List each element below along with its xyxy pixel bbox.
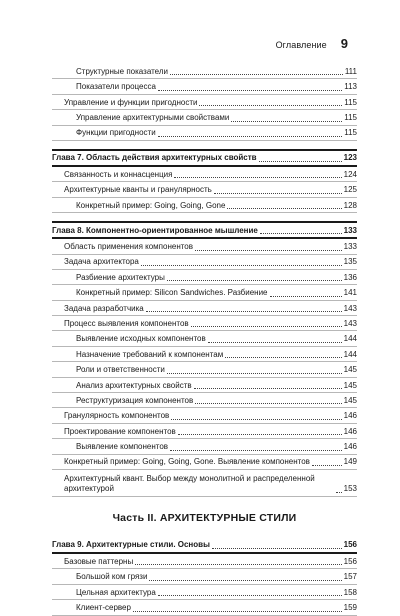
part-title: Часть II. АРХИТЕКТУРНЫЕ СТИЛИ xyxy=(112,511,297,524)
toc-entry-title: Связанность и коннасценция xyxy=(64,169,173,179)
dot-leader xyxy=(149,580,341,581)
toc-entry xyxy=(52,79,357,94)
dot-leader xyxy=(141,265,342,266)
toc-entry-page: 141 xyxy=(343,288,357,298)
toc-entry-title: Задача разработчика xyxy=(64,303,144,313)
toc-entry-title: Выявление исходных компонентов xyxy=(76,334,206,344)
dot-leader xyxy=(178,434,342,435)
toc-entry-page: 123 xyxy=(343,153,357,163)
toc-entry-title: Анализ архитектурных свойств xyxy=(76,380,192,390)
toc-entry-title: Задача архитектора xyxy=(64,257,139,267)
toc-entry-title: Конкретный пример: Going, Going, Gone xyxy=(76,200,226,210)
toc-entry-page: 158 xyxy=(343,587,357,597)
toc-chapter-entry xyxy=(52,149,357,167)
dot-leader xyxy=(194,388,342,389)
toc-entry-title: Область применения компонентов xyxy=(64,242,194,252)
toc-entry-page: 113 xyxy=(344,82,357,92)
dot-leader xyxy=(167,373,342,374)
toc-entry-title: Цельная архитектура xyxy=(76,587,156,597)
dot-leader xyxy=(170,450,342,451)
toc-chapter-entry xyxy=(52,536,357,554)
dot-leader xyxy=(195,403,341,404)
dot-leader xyxy=(336,492,342,493)
toc-entry-page: 124 xyxy=(343,169,357,179)
toc-entry xyxy=(52,424,357,439)
dot-leader xyxy=(195,250,342,251)
toc-entry xyxy=(52,126,357,141)
dot-leader xyxy=(270,296,342,297)
dot-leader xyxy=(158,90,342,91)
toc-entry xyxy=(52,393,357,408)
toc-entry-page: 159 xyxy=(343,603,357,613)
toc-entry-title: Показатели процесса xyxy=(76,82,156,92)
toc-entry-title: Назначение требований к компонентам xyxy=(76,349,224,359)
toc-entry-page: 143 xyxy=(343,318,357,328)
toc-entry-page: 145 xyxy=(343,365,357,375)
toc-entry-title: Глава 7. Область действия архитектурных свойств xyxy=(52,153,257,163)
toc-entry-title: Процесс выявления компонентов xyxy=(64,318,189,328)
dot-leader xyxy=(158,595,342,596)
toc-entry-title: Конкретный пример: Going, Going, Gone. Выявление компонентов xyxy=(64,457,310,467)
toc-entry-page: 146 xyxy=(343,426,357,436)
toc-entry-page: 145 xyxy=(343,380,357,390)
dot-leader xyxy=(259,161,342,162)
toc-entry-page: 115 xyxy=(344,113,357,123)
toc-entry xyxy=(52,408,357,423)
toc-entry-title: Разбиение архитектуры xyxy=(76,272,165,282)
dot-leader xyxy=(170,74,343,75)
toc-entry-page: 145 xyxy=(343,395,357,405)
toc-entry xyxy=(52,331,357,346)
dot-leader xyxy=(158,136,343,137)
toc-entry xyxy=(52,585,357,600)
toc-entry-page: 143 xyxy=(343,303,357,313)
toc-entry-page: 153 xyxy=(343,484,357,494)
toc-entry xyxy=(52,301,357,316)
toc-entry xyxy=(52,378,357,393)
toc-entry-title: Глава 9. Архитектурные стили. Основы xyxy=(52,540,210,550)
toc-entry-title: Роли и ответственности xyxy=(76,365,165,375)
toc-entry-title: Конкретный пример: Silicon Sandwiches. Разбиение xyxy=(76,288,268,298)
toc-entry-title: Реструктуризация компонентов xyxy=(76,395,194,405)
dot-leader xyxy=(212,548,342,549)
toc-entry-page: 156 xyxy=(343,556,357,566)
dot-leader xyxy=(312,465,342,466)
toc-entry-page: 111 xyxy=(344,66,357,76)
dot-leader xyxy=(167,280,342,281)
toc-entry-title: Клиент-сервер xyxy=(76,603,131,613)
toc-entry-title: Структурные показатели xyxy=(76,66,168,76)
toc-entry xyxy=(52,362,357,377)
toc-entry-title: Архитектурный квант. Выбор между монолитной и распределенной архитектурой xyxy=(64,473,315,494)
toc-entry-page: 144 xyxy=(343,334,357,344)
dot-leader xyxy=(191,326,342,327)
toc-entry xyxy=(52,347,357,362)
running-header xyxy=(276,36,348,51)
toc-entry xyxy=(52,569,357,584)
toc-entry xyxy=(52,255,357,270)
toc-entry-page: 115 xyxy=(344,128,357,138)
toc-entry-title: Функции пригодности xyxy=(76,128,156,138)
dot-leader xyxy=(260,233,342,234)
dot-leader xyxy=(174,177,341,178)
dot-leader xyxy=(231,121,342,122)
toc-entry-page: 136 xyxy=(343,272,357,282)
toc-entry-page: 133 xyxy=(343,242,357,252)
toc-entry-page: 125 xyxy=(343,185,357,195)
dot-leader xyxy=(133,611,342,612)
dot-leader xyxy=(214,193,342,194)
toc-list-part-2 xyxy=(52,536,357,616)
toc-list-part-1 xyxy=(52,64,357,497)
toc-entry xyxy=(52,239,357,254)
toc-entry xyxy=(52,439,357,454)
toc-chapter-entry xyxy=(52,221,357,239)
running-header-title: Оглавление xyxy=(275,40,327,50)
toc-entry-title: Базовые паттерны xyxy=(64,556,134,566)
toc-entry xyxy=(52,167,357,182)
table-of-contents xyxy=(52,64,357,616)
toc-entry xyxy=(52,316,357,331)
toc-entry-title: Большой ком грязи xyxy=(76,572,148,582)
dot-leader xyxy=(208,342,342,343)
toc-entry-page: 149 xyxy=(343,457,357,467)
toc-entry-page: 157 xyxy=(343,572,357,582)
toc-entry-page: 133 xyxy=(343,225,357,235)
dot-leader xyxy=(227,208,341,209)
toc-entry xyxy=(52,554,357,569)
toc-entry xyxy=(52,95,357,110)
toc-entry xyxy=(52,455,357,470)
toc-entry xyxy=(52,285,357,300)
page-number: 9 xyxy=(340,36,348,51)
toc-entry-title: Глава 8. Компонентно-ориентированное мышление xyxy=(52,225,258,235)
toc-entry-title: Проектирование компонентов xyxy=(64,426,176,436)
toc-entry-page: 135 xyxy=(343,257,357,267)
toc-entry-page: 144 xyxy=(343,349,357,359)
toc-entry xyxy=(52,270,357,285)
toc-entry xyxy=(52,110,357,125)
toc-entry-page: 128 xyxy=(343,200,357,210)
dot-leader xyxy=(171,419,341,420)
toc-entry-page: 115 xyxy=(344,97,357,107)
toc-entry xyxy=(52,182,357,197)
toc-entry-title: Архитектурные кванты и гранулярность xyxy=(64,185,212,195)
toc-entry xyxy=(52,600,357,615)
toc-entry-title: Управление архитектурными свойствами xyxy=(76,113,230,123)
toc-entry-title: Управление и функции пригодности xyxy=(64,97,198,107)
dot-leader xyxy=(146,311,342,312)
dot-leader xyxy=(225,357,341,358)
toc-entry xyxy=(52,64,357,79)
toc-entry-title: Гранулярность компонентов xyxy=(64,411,170,421)
toc-entry xyxy=(52,198,357,213)
toc-entry-page: 146 xyxy=(343,442,357,452)
dot-leader xyxy=(199,105,342,106)
toc-entry-title: Выявление компонентов xyxy=(76,442,169,452)
toc-entry xyxy=(52,470,357,497)
toc-entry-page: 156 xyxy=(343,540,357,550)
toc-entry-page: 146 xyxy=(343,411,357,421)
